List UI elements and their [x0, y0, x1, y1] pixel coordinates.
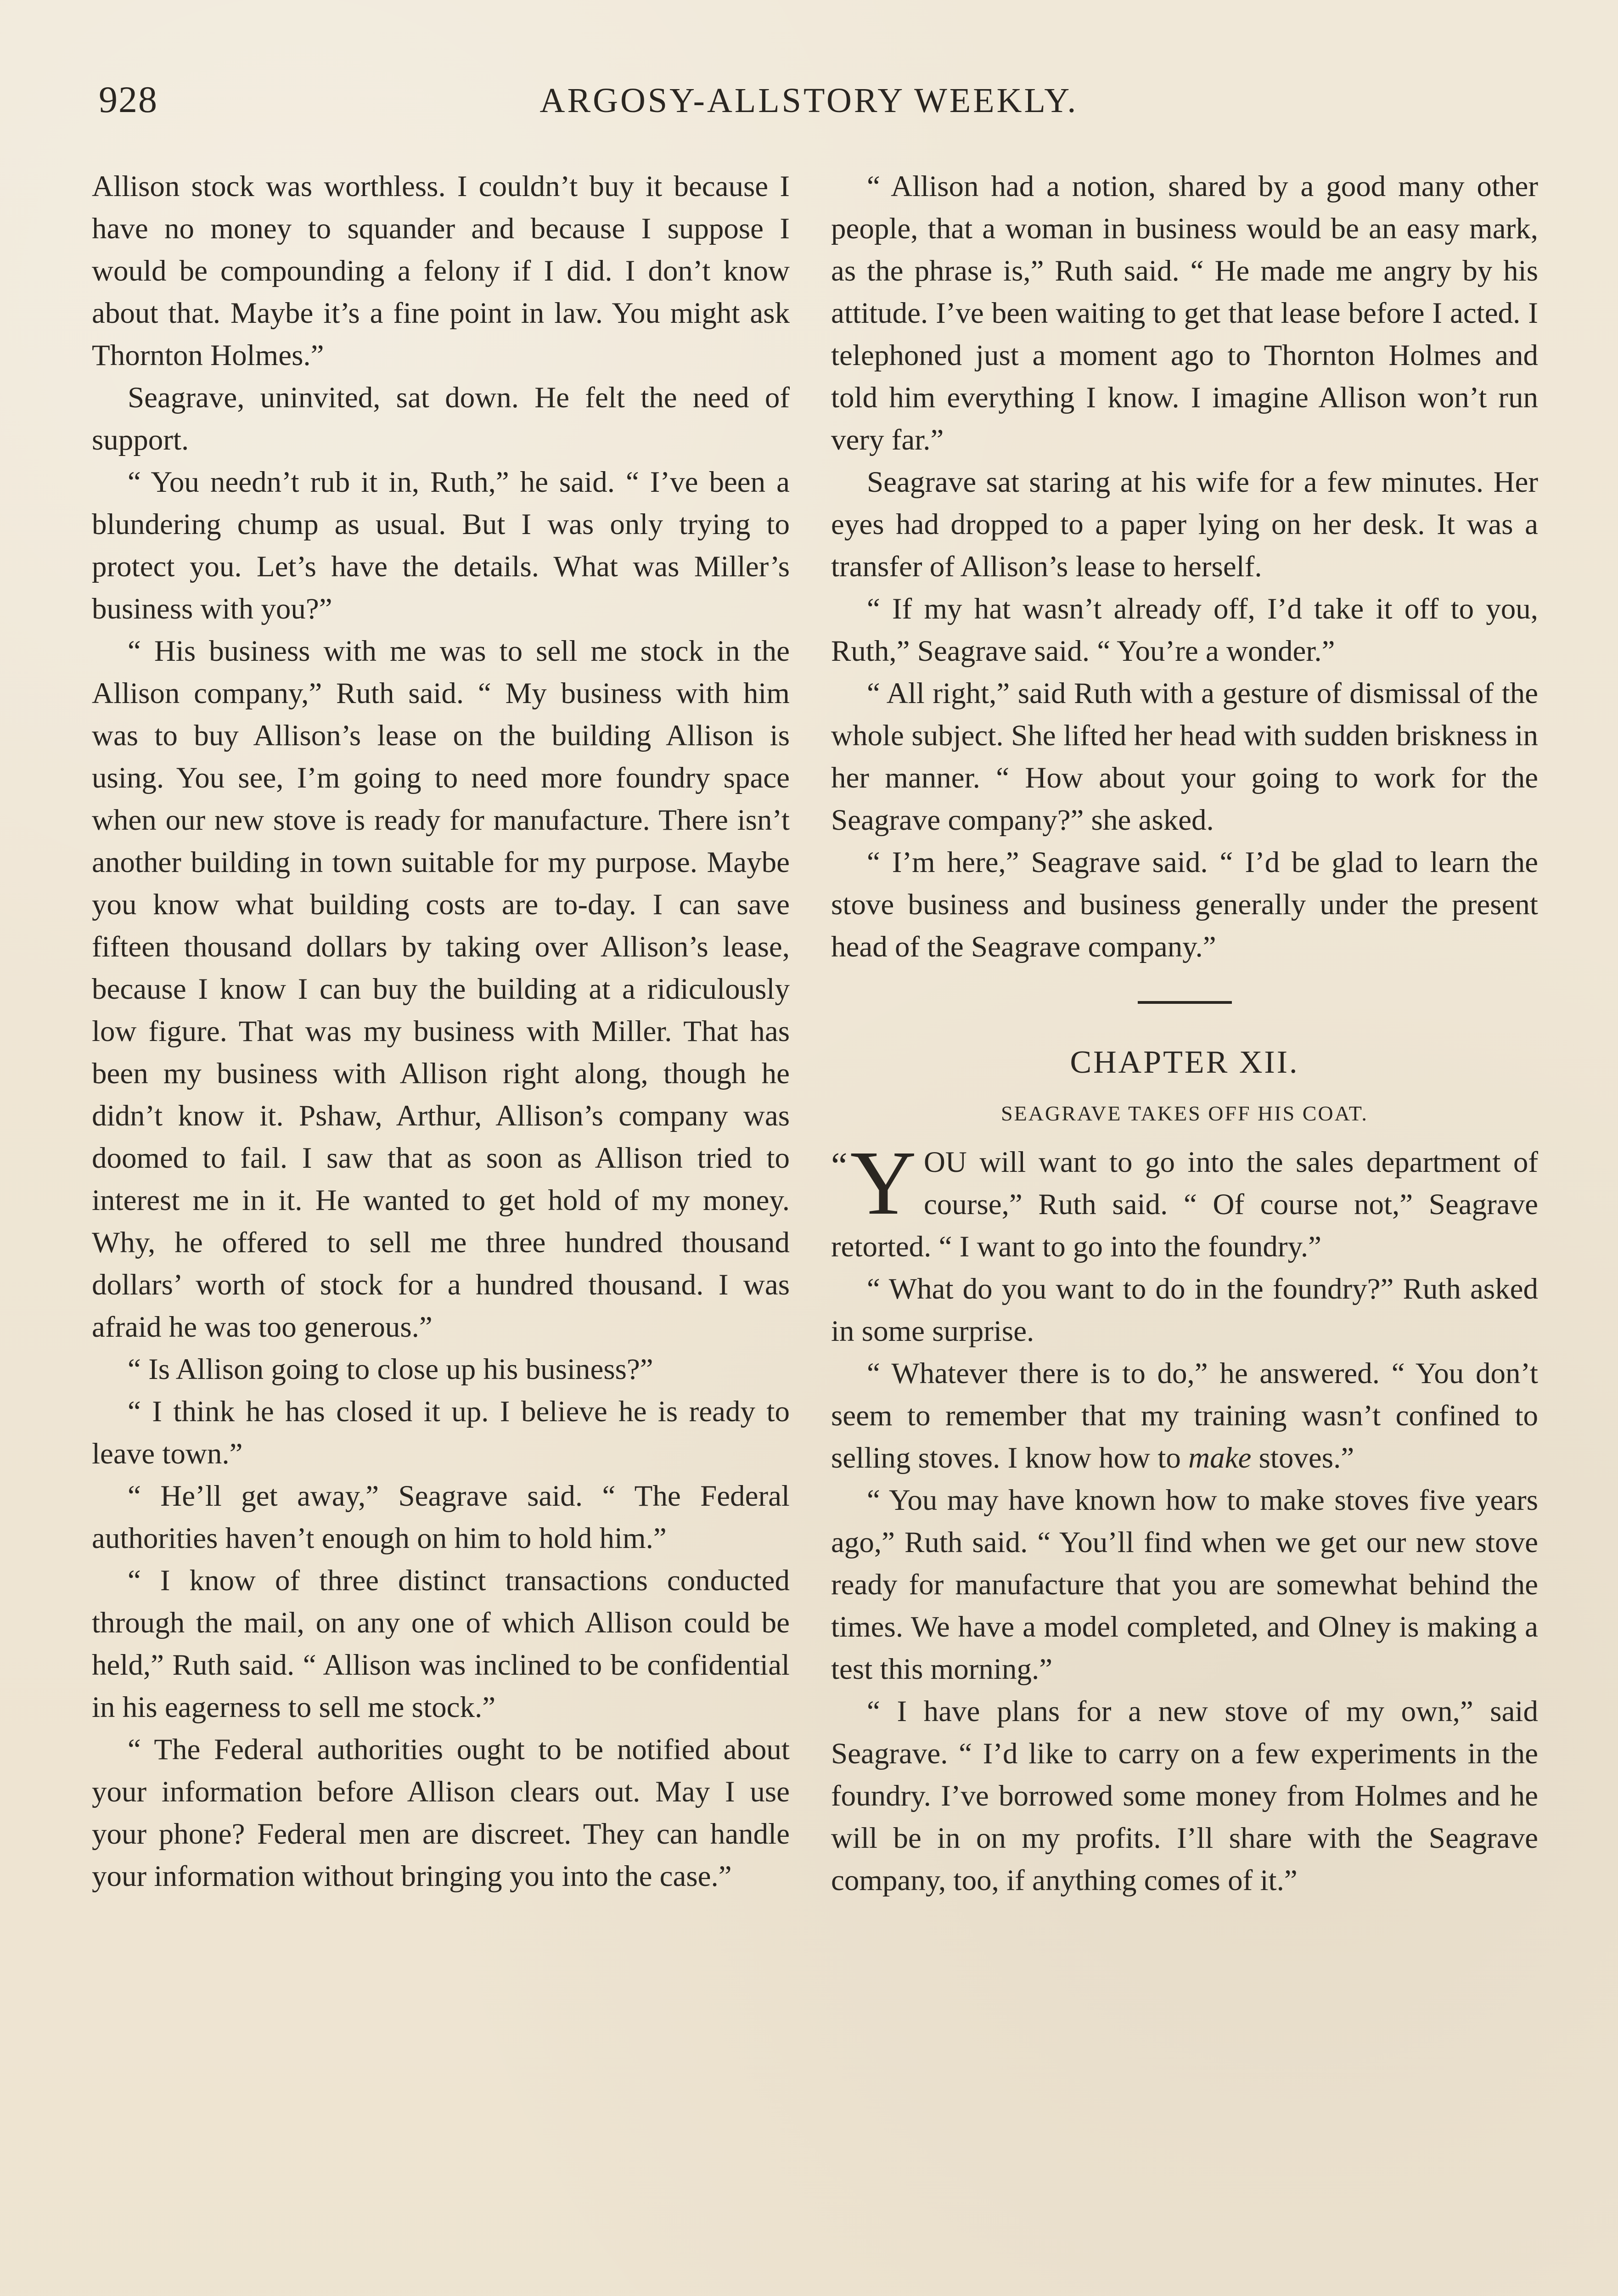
- left-paragraph: “ The Federal authorities ought to be notified about your information before Allison clears out. May I use your phone? Federal men are discreet. They can handle your information without bringing you into the case.”: [92, 1733, 790, 1893]
- left-paragraph: Seagrave, uninvited, sat down. He felt the need of support.: [92, 381, 790, 456]
- chapter-paragraph-lead: “ Whatever there is to do,” he answered. “ You don’t seem to remember that my training wasn’t confined to selling stoves. I know how to: [831, 1357, 1538, 1474]
- right-paragraph: “ Allison had a notion, shared by a good many other people, that a woman in business would be an easy mark, as the phrase is,” Ruth said. “ He made me angry by his attitude. I’ve been waiting to get that lease before I acted. I telephoned just a moment ago to Thornton Holmes and told him everything I know. I imagine Allison won’t run very far.”: [831, 170, 1538, 456]
- drop-cap: Y: [850, 1132, 916, 1234]
- chapter-title: CHAPTER XII.: [1070, 1045, 1299, 1080]
- left-paragraph: “ Is Allison going to close up his business?”: [128, 1353, 653, 1386]
- left-paragraph: “ I know of three distinct transactions conducted through the mail, on any one of which Allison could be held,” Ruth said. “ Allison was inclined to be confidential in his eagerness to sell me stock.”: [92, 1564, 790, 1724]
- right-paragraph: Seagrave sat staring at his wife for a few minutes. Her eyes had dropped to a paper lying on her desk. It was a transfer of Allison’s lease to herself.: [831, 466, 1538, 583]
- opening-quote-mark: “: [831, 1146, 848, 1186]
- right-paragraph: “ I’m here,” Seagrave said. “ I’d be glad to learn the stove business and business generally under the present head of the Seagrave company.”: [831, 846, 1538, 963]
- text-columns: [92, 165, 1538, 2296]
- right-paragraph: “ All right,” said Ruth with a gesture of dismissal of the whole subject. She lifted her head with sudden briskness in her manner. “ How about your going to work for the Seagrave company?” she asked.: [831, 677, 1538, 837]
- chapter-paragraph: “ What do you want to do in the foundry?” Ruth asked in some surprise.: [831, 1272, 1538, 1348]
- section-divider: [1138, 1001, 1232, 1004]
- chapter-opening-paragraph: OU will want to go into the sales department of course,” Ruth said. “ Of course not,” Seagrave retorted. “ I want to go into the foundry.”: [831, 1146, 1538, 1263]
- chapter-paragraph: “ You may have known how to make stoves five years ago,” Ruth said. “ You’ll find when we get our new stove ready for manufacture that you are somewhat behind the times. We have a model completed, and Olney is making a test this morning.”: [831, 1484, 1538, 1686]
- right-column: [831, 165, 1538, 2296]
- chapter-opening: [831, 1132, 1538, 1268]
- chapter-subtitle: SEAGRAVE TAKES OFF HIS COAT.: [1001, 1102, 1368, 1125]
- left-paragraph: Allison stock was worthless. I couldn’t buy it because I have no money to squander and because I suppose I would be compounding a felony if I did. I don’t know about that. Maybe it’s a fine point in law. You might ask Thornton Holmes.”: [92, 170, 790, 372]
- page-header: [0, 78, 1618, 133]
- left-paragraph: “ He’ll get away,” Seagrave said. “ The Federal authorities haven’t enough on him to hold him.”: [92, 1480, 790, 1555]
- left-column: [92, 165, 790, 2296]
- left-paragraph: “ You needn’t rub it in, Ruth,” he said. “ I’ve been a blundering chump as usual. But I was only trying to protect you. Let’s have the details. What was Miller’s business with you?”: [92, 466, 790, 625]
- page-number: 928: [99, 79, 158, 120]
- right-paragraph: “ If my hat wasn’t already off, I’d take it off to you, Ruth,” Seagrave said. “ You’re a wonder.”: [831, 592, 1538, 668]
- chapter-paragraph-tail: stoves.”: [1251, 1441, 1354, 1474]
- chapter-paragraph: “ I have plans for a new stove of my own,” said Seagrave. “ I’d like to carry on a few experiments in the foundry. I’ve borrowed some money from Holmes and he will be in on my profits. I’ll share with the Seagrave company, too, if anything comes of it.”: [831, 1695, 1538, 1897]
- running-head: ARGOSY-ALLSTORY WEEKLY.: [539, 81, 1079, 120]
- italic-word-make: make: [1188, 1441, 1252, 1474]
- chapter-paragraph-with-italic: [831, 1352, 1538, 1479]
- left-paragraph: “ I think he has closed it up. I believe he is ready to leave town.”: [92, 1395, 790, 1470]
- left-paragraph: “ His business with me was to sell me stock in the Allison company,” Ruth said. “ My business with him was to buy Allison’s lease on the building Allison is using. You see, I’m going to need more foundry space when our new stove is ready for manufacture. There isn’t another building in town suitable for my purpose. Maybe you know what building costs are to-day. I can save fifteen thousand dollars by taking over Allison’s lease, because I know I can buy the building at a ridiculously low figure. That was my business with Miller. That has been my business with Allison right along, though he didn’t know it. Pshaw, Arthur, Allison’s company was doomed to fail. I saw that as soon as Allison tried to interest me in it. He wanted to get hold of my money. Why, he offered to sell me three hundred thousand dollars’ worth of stock for a hundred thousand. I was afraid he was too generous.”: [92, 635, 790, 1344]
